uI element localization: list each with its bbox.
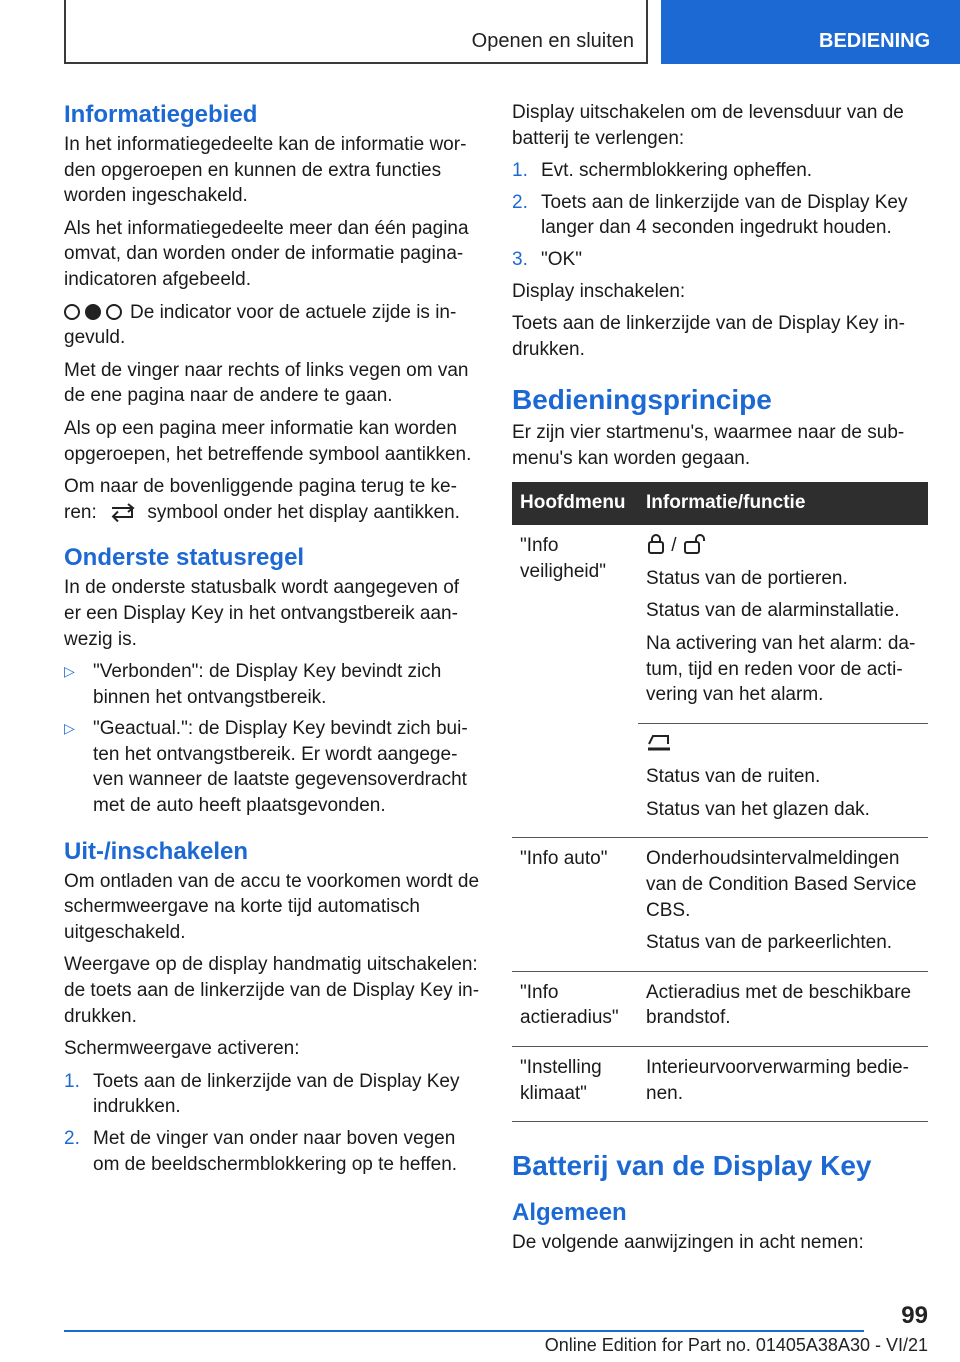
table-cell: Interieurvoorverwarming bedienen. (638, 1047, 928, 1122)
paragraph: Weergave op de display handmatig uitschakelen: de toets aan de linkerzijde van de Display Key indrukken. (64, 954, 480, 1027)
footer-edition: Online Edition for Part no. 01405A38A30 - VI/21 (544, 1335, 928, 1355)
paragraph: De volgende aanwijzingen in acht nemen: (512, 1232, 864, 1254)
table-row (512, 1047, 928, 1122)
table-cell-label: "Instelling klimaat" (512, 1047, 638, 1122)
paragraph: In het informatiegedeelte kan de informatie worden opgeroepen en kunnen de extra functies worden ingeschakeld. (64, 134, 467, 207)
back-arrow-icon (102, 502, 142, 522)
list-item: ▷ "Geactual.": de Display Key bevindt zich buiten het ontvangstbereik. Er wordt aangegeven wanneer de laatste gegevensoverdracht met de auto heeft plaatsgevonden. (64, 716, 480, 818)
bullet-triangle-icon: ▷ (64, 663, 75, 680)
heading-statusregel: Onderste statusregel (64, 544, 305, 572)
table-header-cell: Hoofdmenu (512, 482, 638, 526)
page-indicator-icon (64, 304, 122, 320)
heading-bedieningsprincipe: Bedieningsprincipe (512, 384, 772, 416)
heading-batterij: Batterij van de Display Key (512, 1150, 872, 1182)
heading-algemeen: Algemeen (512, 1199, 627, 1227)
menu-table (512, 482, 928, 1123)
right-column (512, 100, 928, 1263)
table-row (512, 838, 928, 971)
bullet-triangle-icon: ▷ (64, 720, 75, 737)
table-cell: / Status van de portieren. Status van de alarminstallatie. Na activering van het alarm: datum, tijd en reden voor de activering van het alarm. (638, 525, 928, 723)
paragraph: Er zijn vier startmenu's, waarmee naar de submenu's kan worden gegaan. (512, 422, 905, 469)
table-header-row (512, 482, 928, 526)
paragraph: Display inschakelen: (512, 280, 686, 302)
paragraph: Als het informatiegedeelte meer dan één pagina omvat, dan worden onder de informatie paginaindicatoren afgebeeld. (64, 217, 469, 290)
heading-informatiegebied: Informatiegebied (64, 101, 258, 128)
list-item: 2. Met de vinger van onder naar boven vegen om de beeldschermblokkering op te heffen. (64, 1128, 458, 1175)
table-cell-label: "Info actieradius" (512, 971, 638, 1046)
paragraph-indicator (64, 300, 480, 351)
table-row (512, 525, 928, 723)
table-header-cell: Informatie/functie (638, 482, 928, 526)
table-row (512, 971, 928, 1046)
lock-open-icon (682, 533, 710, 555)
list-item: 1. Toets aan de linkerzijde van de Display Key indrukken. (64, 1070, 460, 1118)
table-cell: Status van de ruiten. Status van het glazen dak. (638, 723, 928, 838)
paragraph: Display uitschakelen om de levensduur van de batterij te verlengen: (512, 102, 904, 149)
page-number: 99 (901, 1302, 928, 1329)
header-chapter-tab (661, 0, 960, 64)
header-section-title: Openen en sluiten (471, 30, 634, 52)
table-cell: Actieradius met de beschikbare brandstof. (638, 971, 928, 1046)
header-section-box (64, 0, 648, 64)
table-cell: Onderhoudsintervalmeldingen van de Condition Based Service CBS. Status van de parkeerlichten. (638, 838, 928, 971)
back-text-b: symbool onder het display aantikken. (147, 501, 460, 523)
paragraph: Om ontladen van de accu te voorkomen wordt de schermweergave na korte tijd automatisch uitgeschakeld. (64, 870, 480, 943)
back-text-a: Om naar de bovenliggende pagina terug te keren: (64, 476, 457, 523)
list-item: 3. "OK" (512, 248, 582, 270)
indicator-text: De indicator voor de actuele zijde is ingevuld. (64, 301, 457, 349)
paragraph-back (64, 474, 480, 525)
lock-closed-icon (646, 533, 666, 555)
paragraph: Als op een pagina meer informatie kan worden opgeroepen, het betreffende symbool aantikken. (64, 417, 472, 465)
left-column (64, 100, 480, 1183)
paragraph: Schermweergave activeren: (64, 1038, 300, 1060)
footer-divider (64, 1330, 864, 1332)
table-cell-label: "Info auto" (512, 838, 638, 971)
header-chapter-title: BEDIENING (819, 30, 931, 52)
car-window-icon (646, 732, 672, 754)
table-cell-label: "Info veiligheid" (512, 525, 638, 838)
list-item: ▷ "Verbonden": de Display Key bevindt zich binnen het ontvangstbereik. (64, 659, 480, 710)
list-item: 1. Evt. schermblokkering opheffen. (512, 160, 813, 182)
heading-uit-inschakelen: Uit-/inschakelen (64, 837, 249, 865)
list-item: 2. Toets aan de linkerzijde van de Display Key langer dan 4 seconden ingedrukt houden. (512, 191, 908, 239)
paragraph: Toets aan de linkerzijde van de Display Key indrukken. (512, 313, 905, 360)
slash-text: / (671, 535, 677, 557)
paragraph: Met de vinger naar rechts of links vegen om van de ene pagina naar de andere te gaan. (64, 359, 469, 407)
paragraph: In de onderste statusbalk wordt aangegeven of er een Display Key in het ontvangstbereik aanwezig is. (64, 577, 460, 650)
